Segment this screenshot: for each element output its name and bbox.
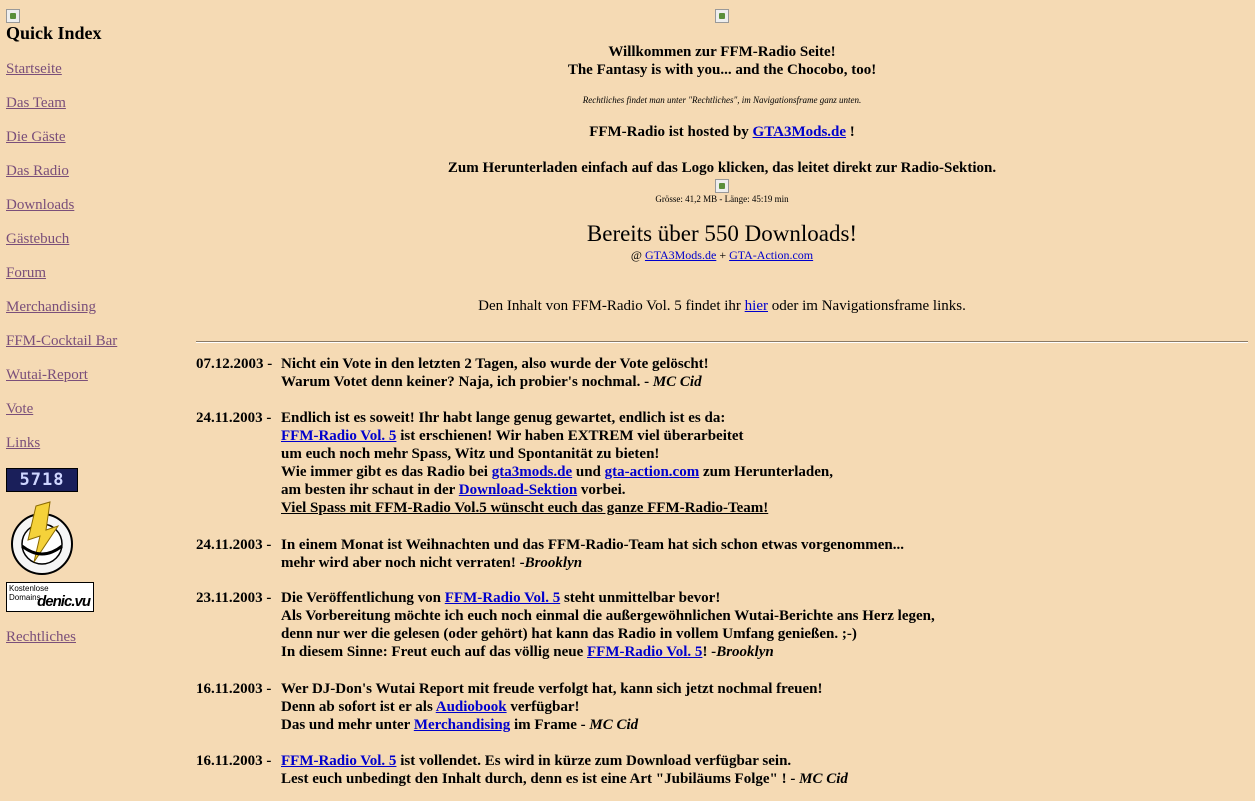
news-text: Denn ab sofort ist er als [281,699,436,715]
news-author: Brooklyn [716,644,774,660]
news-line [196,554,1248,572]
denic-brand: denic.vu [37,593,90,610]
gta3mods-link[interactable]: GTA3Mods.de [644,248,717,262]
news-text: Endlich ist es soweit! Ihr habt lange genug gewartet, endlich ist es da: [281,410,726,426]
file-info: Grösse: 41,2 MB - Länge: 45:19 min [655,194,789,204]
news-first-line [196,589,1248,607]
tagline-text: The Fantasy is with you... and the Chocobo, too! [567,62,877,78]
welcome-block [196,43,1248,79]
content-line [196,298,1248,315]
news-line [281,589,720,607]
news-text: am besten ihr schaut in der [281,482,459,498]
merchandising-link[interactable]: Merchandising [413,717,511,733]
news-author: MC Cid [799,771,848,787]
news-text: Die Veröffentlichung von [281,590,445,606]
news-line [196,373,1248,391]
news-text: steht unmittelbar bevor! [560,590,721,606]
legal-note: Rechtliches findet man unter "Rechtliches", im Navigationsframe ganz unten. [582,95,862,105]
download-section-link[interactable]: Download-Sektion [458,482,578,498]
news-line [281,752,791,770]
news-item [196,589,1248,661]
news-text: Das und mehr unter [281,717,414,733]
news-text: Viel Spass mit FFM-Radio Vol.5 wünscht euch das ganze FFM-Radio-Team! [281,500,769,516]
content-here-link[interactable]: hier [744,298,768,314]
news-text: im Frame - [510,717,590,733]
news-first-line [196,409,1248,427]
sidebar-link-die-gaeste[interactable]: Die Gäste [6,129,66,145]
news-date: 24.11.2003 - [196,410,272,426]
news-text: Als Vorbereitung möchte ich euch noch einmal die außergewöhnlichen Wutai-Berichte ans Herz legen, [281,608,935,624]
news-item [196,752,1248,788]
news-text: Wie immer gibt es das Radio bei [281,464,492,480]
hosted-line [196,124,1248,141]
sidebar-logo-image [6,9,20,23]
sidebar-link-gaestebuch[interactable]: Gästebuch [6,231,70,247]
sidebar-link-cocktail-bar[interactable]: FFM-Cocktail Bar [6,333,118,349]
denic-small-line2: Domains [9,593,41,602]
ffm-radio-vol5-link[interactable]: FFM-Radio Vol. 5 [281,753,397,769]
visitor-counter [6,468,78,492]
main-content [196,0,1248,801]
news-text: In diesem Sinne: Freut euch auf das völlig neue [281,644,587,660]
news-item [196,536,1248,572]
news-text: um euch noch mehr Spass, Witz und Spontanität zu bieten! [281,446,660,462]
news-line [196,481,1248,499]
news-author: Brooklyn [524,555,583,571]
sidebar-link-das-team[interactable]: Das Team [6,95,66,111]
denic-small-line1: Kostenlose [9,584,49,593]
gta-action-news-link[interactable]: gta-action.com [604,464,700,480]
news-item [196,409,1248,517]
news-line [196,643,1248,661]
visitor-counter-value: 5718 [19,470,65,490]
news-author: MC Cid [589,717,639,733]
ffm-radio-vol5-link[interactable]: FFM-Radio Vol. 5 [587,644,703,660]
news-item [196,355,1248,391]
news-date: 16.11.2003 - [196,681,272,697]
news-text: Nicht ein Vote in den letzten 2 Tagen, also wurde der Vote gelöscht! [281,356,709,372]
downloads-count: Bereits über 550 Downloads! [586,221,858,246]
freecity-badge[interactable] [6,500,78,578]
denic-badge[interactable] [6,582,94,612]
news-first-line [196,536,1248,554]
sidebar-link-downloads[interactable]: Downloads [6,197,75,213]
news-text: Warum Votet denn keiner? Naja, ich probier's nochmal. - [281,374,653,390]
audiobook-link[interactable]: Audiobook [435,699,507,715]
news-text: ist vollendet. Es wird in kürze zum Download verfügbar sein. [396,753,792,769]
news-line [196,427,1248,445]
news-author: MC Cid [652,374,702,390]
news-first-line [196,680,1248,698]
news-line [196,698,1248,716]
news-date: 16.11.2003 - [196,753,272,769]
news-line [196,499,1248,517]
news-line [196,463,1248,481]
sidebar-link-merchandising[interactable]: Merchandising [6,299,96,315]
news-first-line [196,355,1248,373]
at-plus: + [716,248,730,262]
gta-action-link[interactable]: GTA-Action.com [729,248,814,262]
news-line [196,716,1248,734]
welcome-text: Willkommen zur FFM-Radio Seite! [608,44,836,60]
at-prefix: @ [630,248,645,262]
news-text: ist erschienen! Wir haben EXTREM viel überarbeitet [396,428,744,444]
news-item [196,680,1248,734]
sidebar-link-wutai-report[interactable]: Wutai-Report [6,367,88,383]
sidebar-link-links[interactable]: Links [6,435,41,451]
sidebar-title: Quick Index [6,23,102,43]
radio-logo-image[interactable] [715,179,729,193]
sidebar-link-rechtliches[interactable]: Rechtliches [6,629,76,645]
sidebar-link-forum[interactable]: Forum [6,265,47,281]
hosted-prefix: FFM-Radio ist hosted by [589,124,753,140]
news-line [196,770,1248,788]
gta3mods-news-link[interactable]: gta3mods.de [491,464,573,480]
news-date: 23.11.2003 - [196,590,272,606]
sidebar-link-startseite[interactable]: Startseite [6,61,62,77]
news-text: denn nur wer die gelesen (oder gehört) hat kann das Radio in vollem Umfang genießen. ;-) [281,626,857,642]
news-text: verfügbar! [506,699,580,715]
news-date: 07.12.2003 - [196,356,273,372]
news-text: ! - [702,644,717,660]
news-text: Wer DJ-Don's Wutai Report mit freude verfolgt hat, kann sich jetzt nochmal freuen! [281,681,823,697]
ffm-radio-vol5-link[interactable]: FFM-Radio Vol. 5 [444,590,561,606]
header-logo-wrap [196,9,1248,28]
news-text: mehr wird aber noch nicht verraten! - [281,555,525,571]
content-prefix: Den Inhalt von FFM-Radio Vol. 5 findet ihr [478,298,745,314]
ffm-radio-vol5-link[interactable]: FFM-Radio Vol. 5 [281,428,397,444]
download-hint: Zum Herunterladen einfach auf das Logo klicken, das leitet direkt zur Radio-Sektion. [447,160,997,176]
news-text: vorbei. [577,482,626,498]
hosted-link[interactable]: GTA3Mods.de [752,124,847,140]
download-sources [196,248,1248,263]
news-date: 24.11.2003 - [196,537,272,553]
sidebar [0,0,190,801]
header-logo-image[interactable] [715,9,729,23]
sidebar-link-das-radio[interactable]: Das Radio [6,163,69,179]
sidebar-link-vote[interactable]: Vote [6,401,34,417]
content-suffix: oder im Navigationsframe links. [767,298,966,314]
news-first-line [196,752,1248,770]
hosted-suffix: ! [846,124,855,140]
divider [196,341,1248,343]
news-text: und [572,464,605,480]
news-text: Lest euch unbedingt den Inhalt durch, denn es ist eine Art "Jubiläums Folge" ! - [281,771,800,787]
news-text: zum Herunterladen, [699,464,833,480]
news-text: In einem Monat ist Weihnachten und das FFM-Radio-Team hat sich schon etwas vorgenommen... [281,537,904,553]
freecity-logo-icon [6,500,78,578]
